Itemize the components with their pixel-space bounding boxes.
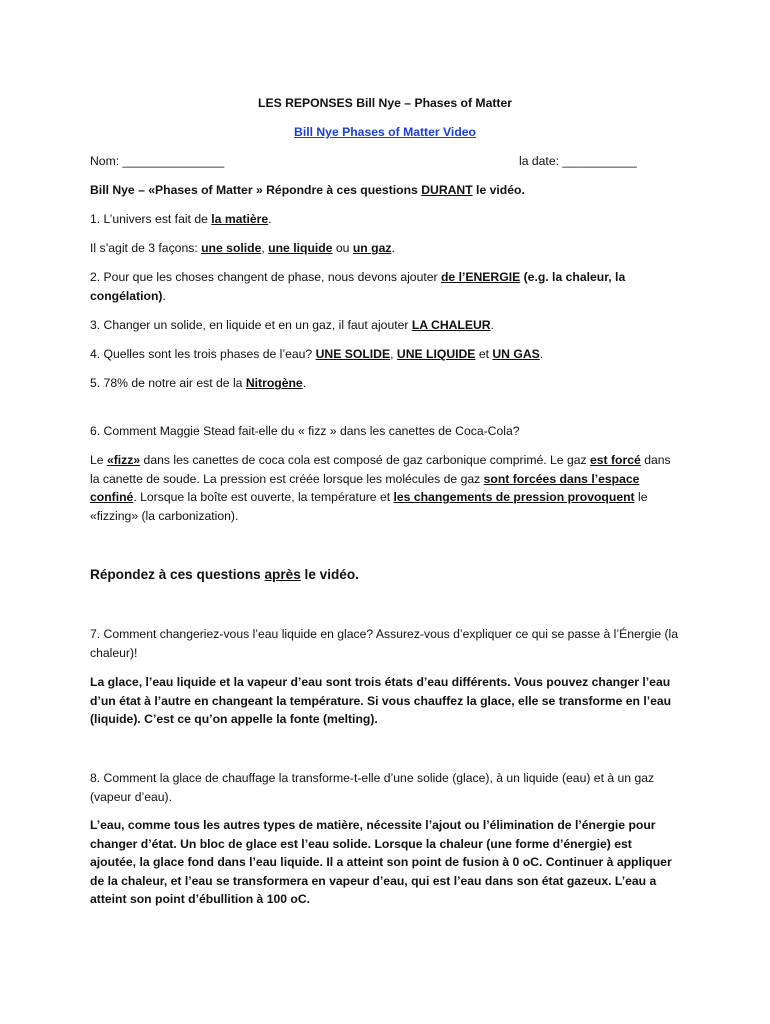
question-1	[90, 210, 680, 229]
q2-end: .	[162, 288, 166, 303]
question-7: 7. Comment changeriez-vous l’eau liquide en glace? Assurez-vous d’expliquer ce qui se passe à l’Énergie (la chaleur)!	[90, 627, 679, 660]
a6-emphasis-2: est forcé	[590, 453, 641, 467]
after-video-heading	[90, 566, 680, 585]
a6-emphasis-3: sont forcées dans l’espace confiné	[90, 471, 640, 504]
a6-text-2: dans les canettes de coca cola est composé de gaz carbonique comprimé. Le gaz	[140, 453, 590, 467]
q1-text: 1. L’univers est fait de	[90, 212, 212, 226]
answer-6	[90, 451, 680, 525]
q1b-sep-1: ,	[261, 241, 269, 255]
q4-end: .	[539, 347, 544, 361]
question-1b	[90, 239, 680, 258]
q1b-text: Il s’agit de 3 façons:	[90, 241, 202, 255]
q5-text: 5. 78% de notre air est de la	[90, 376, 246, 390]
a6-emphasis-1: «fizz»	[106, 453, 141, 467]
question-8: 8. Comment la glace de chauffage la transforme-t-elle d’une solide (glace), à un liquide (eau) et à un gaz (vapeur d’eau).	[90, 771, 655, 804]
q1b-answer-1: une solide	[201, 241, 262, 255]
question-4	[90, 345, 680, 364]
question-2	[90, 268, 680, 305]
q1b-answer-2: une liquide	[268, 241, 333, 255]
q1-end: .	[268, 212, 272, 226]
q4-answer-2: UNE LIQUIDE	[396, 347, 476, 361]
q2-answer: de l’ENERGIE	[440, 270, 521, 284]
q5-end: .	[302, 376, 307, 390]
name-date-line	[90, 152, 680, 171]
question-3	[90, 316, 680, 335]
after-end: le vidéo.	[300, 567, 359, 582]
video-link-line	[90, 123, 680, 142]
q1b-end: .	[391, 241, 395, 255]
a6-text-3: dans la canette de soude. La pression est créée lorsque les molécules de gaz	[90, 453, 671, 486]
question-5	[90, 374, 680, 393]
q3-end: .	[490, 318, 494, 332]
q4-text: 4. Quelles sont les trois phases de l’eau?	[90, 347, 316, 361]
answer-8: L’eau, comme tous les autres types de matière, nécessite l’ajout ou l’élimination de l’énergie pour changer d’état. Un bloc de glace est l’eau solide. Lorsque la chaleur (une forme d’énergie) est ajoutée, la glace fond dans l’eau liquide. Il a atteint son point de fusion à 0 oC. Continuer à appliquer de la chaleur, et l’eau se transformera en vapeur d’eau, qui est l’eau dans son état gazeux. L’eau a atteint son point d’ébullition à 100 oC.	[90, 818, 672, 906]
after-emphasis: après	[264, 567, 301, 582]
q1b-answer-3: un gaz	[352, 241, 392, 255]
question-6: 6. Comment Maggie Stead fait-elle du « fizz » dans les canettes de Coca-Cola?	[90, 424, 520, 438]
answer-7: La glace, l’eau liquide et la vapeur d’eau sont trois états d’eau différents. Vous pouvez changer l’eau d’un état à l’autre en changeant la température. Si vous chauffez la glace, elle se transforme en l’eau (liquide). C’est ce qu’on appelle la fonte (melting).	[90, 675, 672, 726]
q1-answer: la matière	[211, 212, 269, 226]
a6-text-5: le «fizzing» (la carbonization).	[90, 490, 648, 523]
q2-text: 2. Pour que les choses changent de phase, nous devons ajouter	[90, 270, 441, 284]
doc-title: LES REPONSES Bill Nye – Phases of Matter	[258, 96, 512, 110]
intro-text-end: le vidéo.	[472, 183, 525, 197]
intro-emphasis: DURANT	[421, 183, 473, 197]
after-text: Répondez à ces questions	[90, 567, 265, 582]
q4-sep-2: et	[475, 347, 493, 361]
a6-emphasis-4: les changements de pression provoquent	[393, 490, 635, 504]
name-field-label: Nom: _______________	[90, 154, 225, 168]
q3-answer: LA CHALEUR	[411, 318, 491, 332]
q5-answer: Nitrogène	[245, 376, 303, 390]
q2-answer-detail: (e.g. la chaleur, la congélation)	[90, 270, 626, 303]
date-field-label: la date: ___________	[519, 154, 637, 168]
intro-text: Bill Nye – «Phases of Matter » Répondre à ces questions	[90, 183, 422, 197]
a6-text-4: . Lorsque la boîte est ouverte, la température et	[133, 490, 394, 504]
q4-answer-3: UN GAS	[492, 347, 540, 361]
a6-text-1: Le	[90, 453, 107, 467]
video-link[interactable]: Bill Nye Phases of Matter Video	[294, 125, 476, 139]
intro-instructions	[90, 181, 680, 200]
q3-text: 3. Changer un solide, en liquide et en un gaz, il faut ajouter	[90, 318, 412, 332]
q4-answer-1: UNE SOLIDE	[315, 347, 391, 361]
q4-sep-1: ,	[390, 347, 397, 361]
q1b-sep-2: ou	[332, 241, 353, 255]
